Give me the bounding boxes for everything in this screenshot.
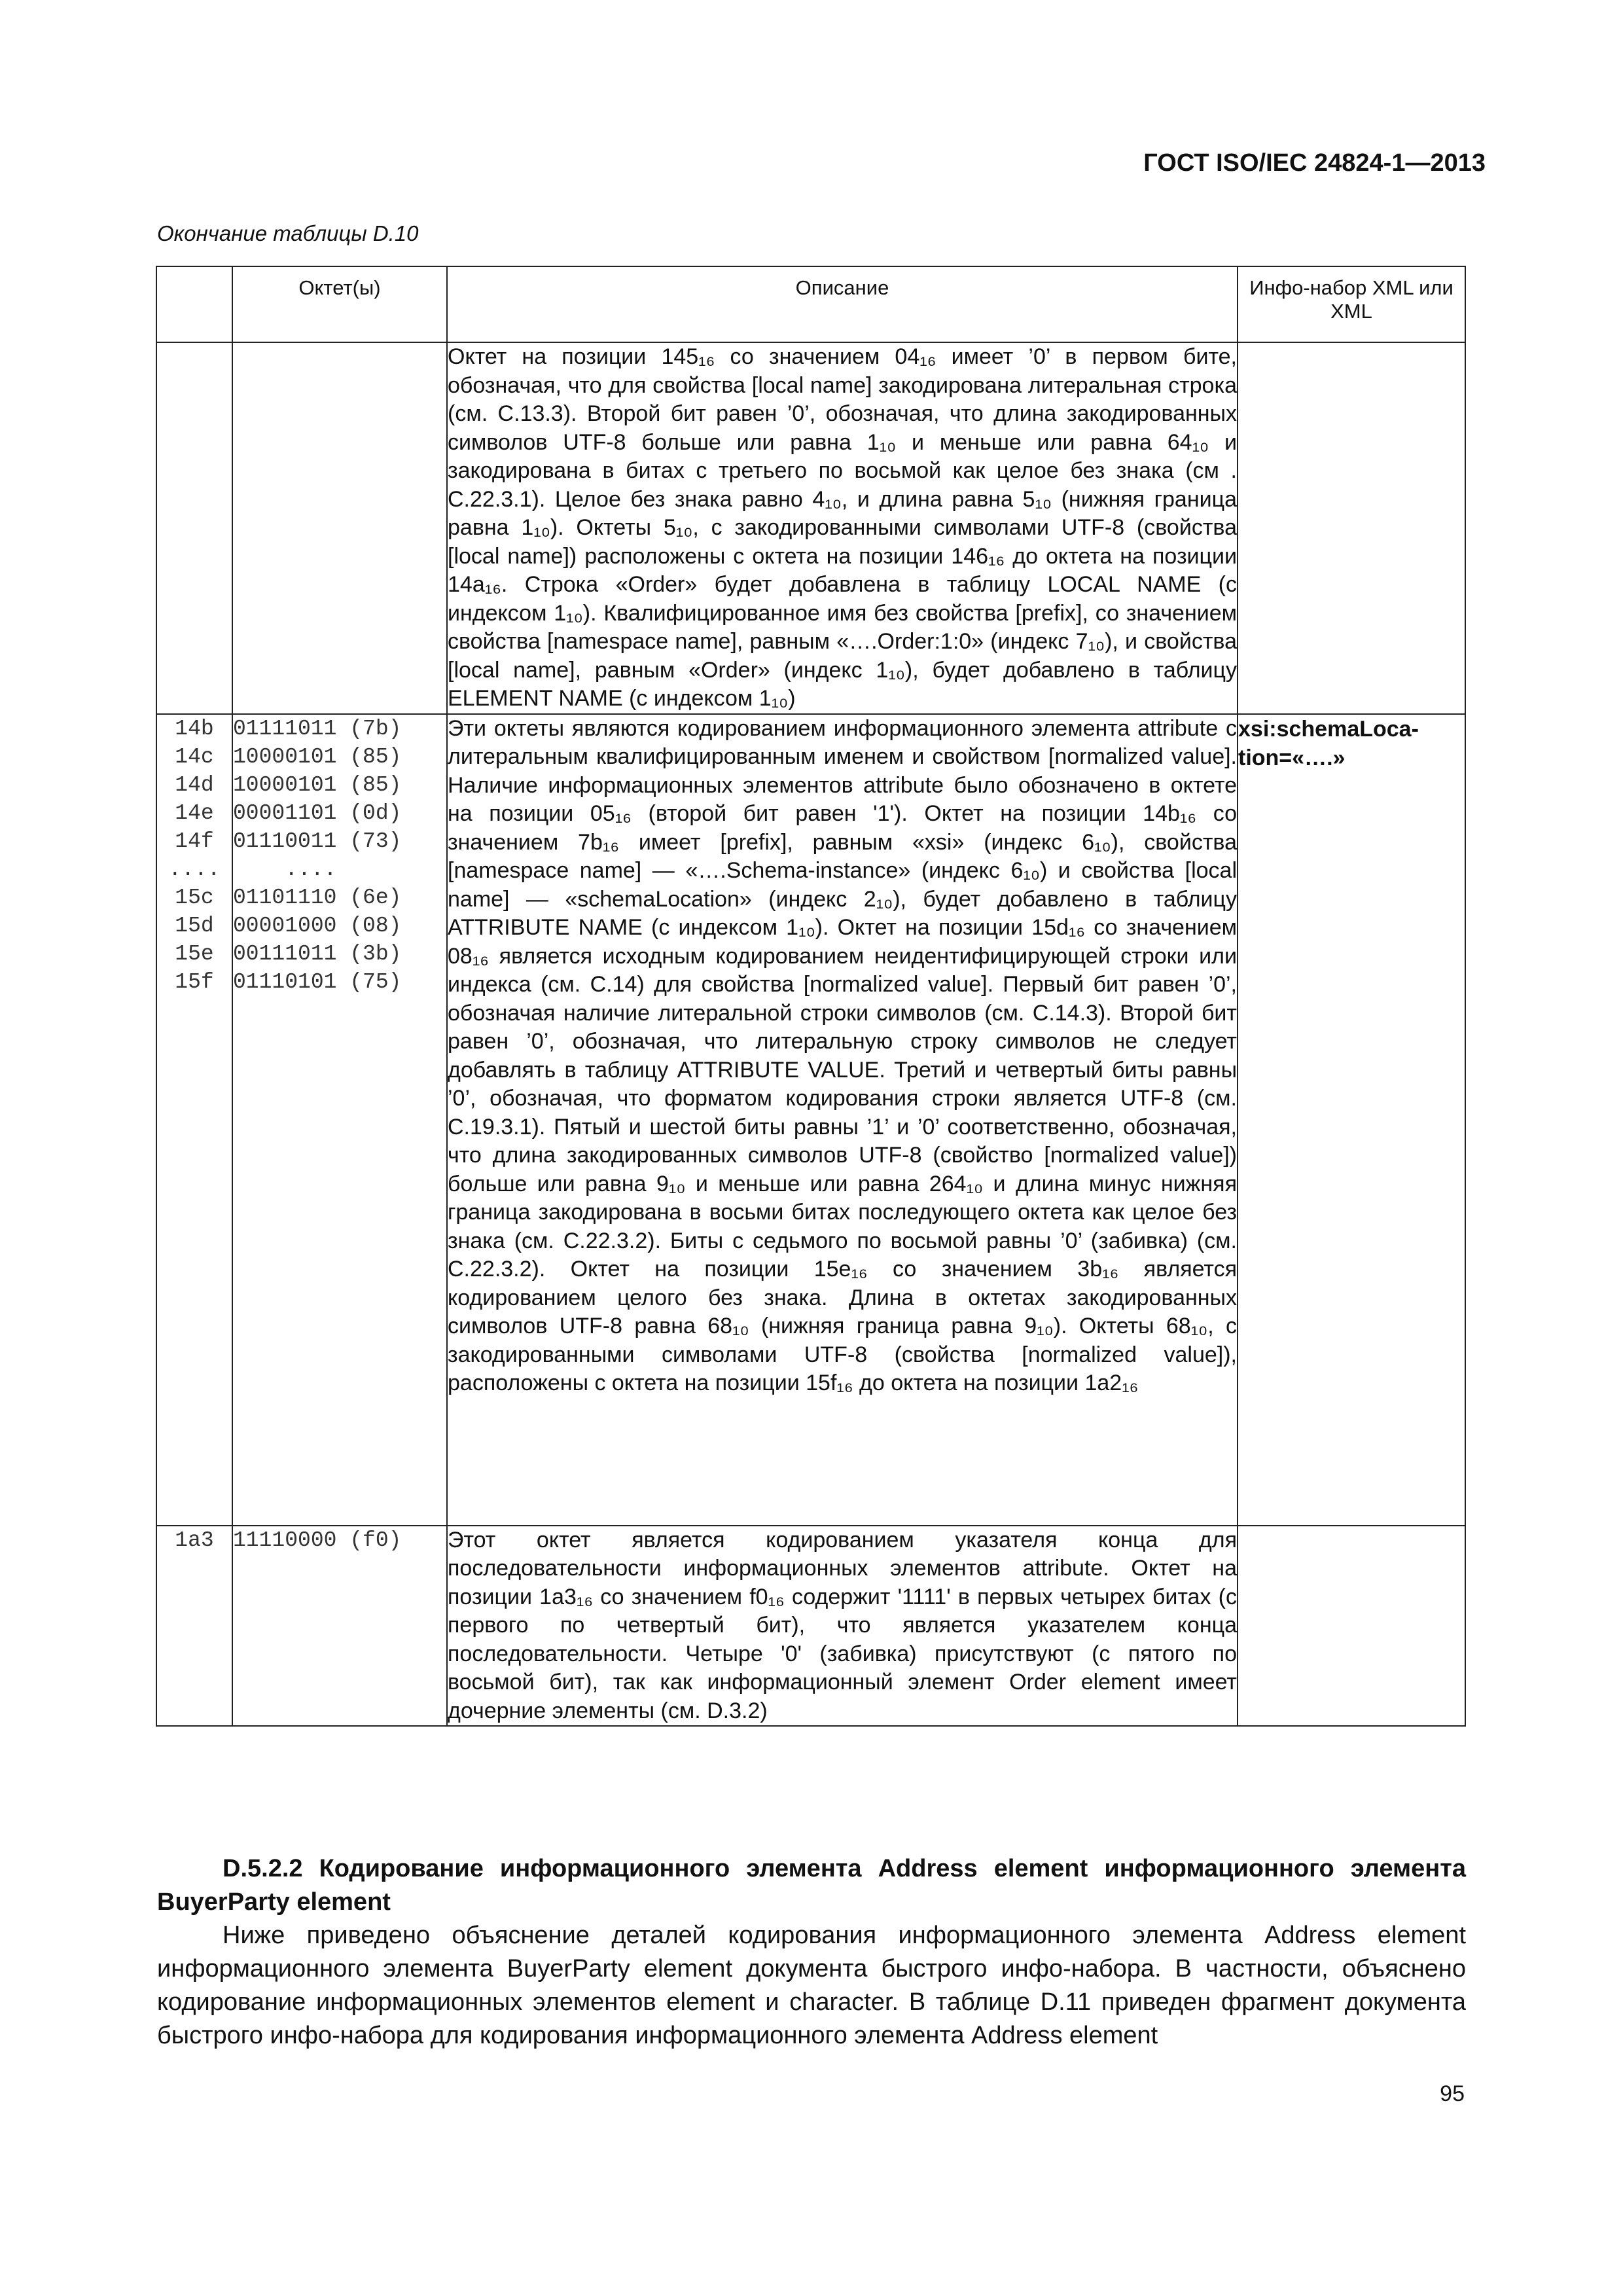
row-octets-cell (232, 342, 447, 714)
table-row (156, 1526, 1465, 1727)
document-standard-header: ГОСТ ISO/IEC 24824-1—2013 (1143, 149, 1486, 177)
header-octets: Октет(ы) (232, 266, 447, 342)
encoding-table (156, 266, 1466, 1727)
header-description: Описание (447, 266, 1238, 342)
row-octets-cell: 11110000 (f0) (232, 1526, 447, 1727)
row-description-cell: Этот октет является кодированием указателя конца для последовательности информационных элементов attribute. Октет на позиции 1a3₁₆ со значением f0₁₆ содержит '1111' в первых четырех битах (с первого по четвертый бит), что является указателем конца последовательности. Четыре '0' (забивка) присутствуют (с пятого по восьмой бит), так как информационный элемент Order element имеет дочерние элементы (см. D.3.2) (447, 1526, 1238, 1727)
row-octets-cell: 01111011 (7b) 10000101 (85) 10000101 (85) 00001101 (0d) 01110011 (73) .... 01101110 (6e) 00001000 (08) 00111011 (3b) 01110101 (75) (232, 714, 447, 1526)
table-row (156, 714, 1465, 1526)
row-description-cell: Октет на позиции 145₁₆ со значением 04₁₆ имеет ’0’ в первом бите, обозначая, что для свойства [local name] закодирована литеральная строка (см. С.13.3). Второй бит равен ’0’, обозначая, что длина закодированных символов UTF-8 больше или равна 1₁₀ и меньше или равна 64₁₀ и закодирована в битах с третьего по восьмой как целое без знака (см . С.22.3.1). Целое без знака равно 4₁₀, и длина равна 5₁₀ (нижняя граница равна 1₁₀). Октеты 5₁₀, с закодированными символами UTF-8 (свойства [local name]) расположены с октета на позиции 146₁₆ до октета на позиции 14a₁₆. Строка «Order» будет добавлена в таблицу LOCAL NAME (с индексом 1₁₀). Квалифицированное имя без свойства [prefix], со значением свойства [namespace name], равным «….Order:1:0» (индекс 7₁₀), и свойства [local name], равным «Order» (индекс 1₁₀), будет добавлено в таблицу ELEMENT NAME (с индексом 1₁₀) (447, 342, 1238, 714)
section-heading: D.5.2.2 Кодирование информационного элемента Address element информационного элемента BuyerParty element (157, 1855, 1466, 1916)
row-index-cell: 14b 14c 14d 14e 14f .... 15c 15d 15e 15f (156, 714, 232, 1526)
table-caption: Окончание таблицы D.10 (157, 221, 419, 245)
row-index-cell (156, 342, 232, 714)
row-infoset-cell (1238, 1526, 1465, 1727)
table-header-row (156, 266, 1465, 342)
row-infoset-cell: xsi:schemaLoca-tion=«….» (1238, 714, 1465, 1526)
row-index-cell: 1a3 (156, 1526, 232, 1727)
page-number: 95 (1440, 2081, 1465, 2106)
header-infoset: Инфо-набор XML или XML (1238, 266, 1465, 342)
row-description-cell: Эти октеты являются кодированием информационного элемента attribute с литеральным квалифицированным именем и свойством [normalized value]. Наличие информационных элементов attribute было обозначено в октете на позиции 05₁₆ (второй бит равен '1'). Октет на позиции 14b₁₆ со значением 7b₁₆ имеет [prefix], равным «xsi» (индекс 6₁₀), свойства [namespace name] — «….Schema-instance» (индекс 6₁₀) и свойства [local name] — «schemaLocation» (индекс 2₁₀), будет добавлено в таблицу ATTRIBUTE NAME (с индексом 1₁₀). Октет на позиции 15d₁₆ со значением 08₁₆ является исходным кодированием неидентифицирующей строки или индекса (см. С.14) для свойства [normalized value]. Первый бит равен ’0’, обозначая наличие литеральной строки символов (см. С.14.3). Второй бит равен ’0’, обозначая, что литеральную строку символов не следует добавлять в таблицу ATTRIBUTE VALUE. Третий и четвертый биты равны ’0’, обозначая, что форматом кодирования строки является UTF-8 (см. С.19.3.1). Пятый и шестой биты равны ’1’ и ’0’ соответственно, обозначая, что длина закодированных символов UTF-8 (свойство [normalized value]) больше или равна 9₁₀ и меньше или равна 264₁₀ и длина минус нижняя граница закодирована в восьми битах последующего октета как целое без знака (см. С.22.3.2). Биты с седьмого по восьмой равны ’0’ (забивка) (см. С.22.3.2). Октет на позиции 15e₁₆ со значением 3b₁₆ является кодированием целого без знака. Длина в октетах закодированных символов UTF-8 равна 68₁₀ (нижняя граница равна 9₁₀). Октеты 68₁₀, с закодированными символами UTF-8 (свойства [normalized value]), расположены с октета на позиции 15f₁₆ до октета на позиции 1a2₁₆ (447, 714, 1238, 1526)
section-body: Ниже приведено объяснение деталей кодирования информационного элемента Address element информационного элемента BuyerParty element документа быстрого инфо-набора. В частности, объяснено кодирование информационных элементов element и character. В таблице D.11 приведен фрагмент документа быстрого инфо-набора для кодирования информационного элемента Address element (157, 1922, 1466, 2049)
section-d522 (157, 1852, 1466, 2053)
table-row (156, 342, 1465, 714)
row-infoset-cell (1238, 342, 1465, 714)
header-index (156, 266, 232, 342)
